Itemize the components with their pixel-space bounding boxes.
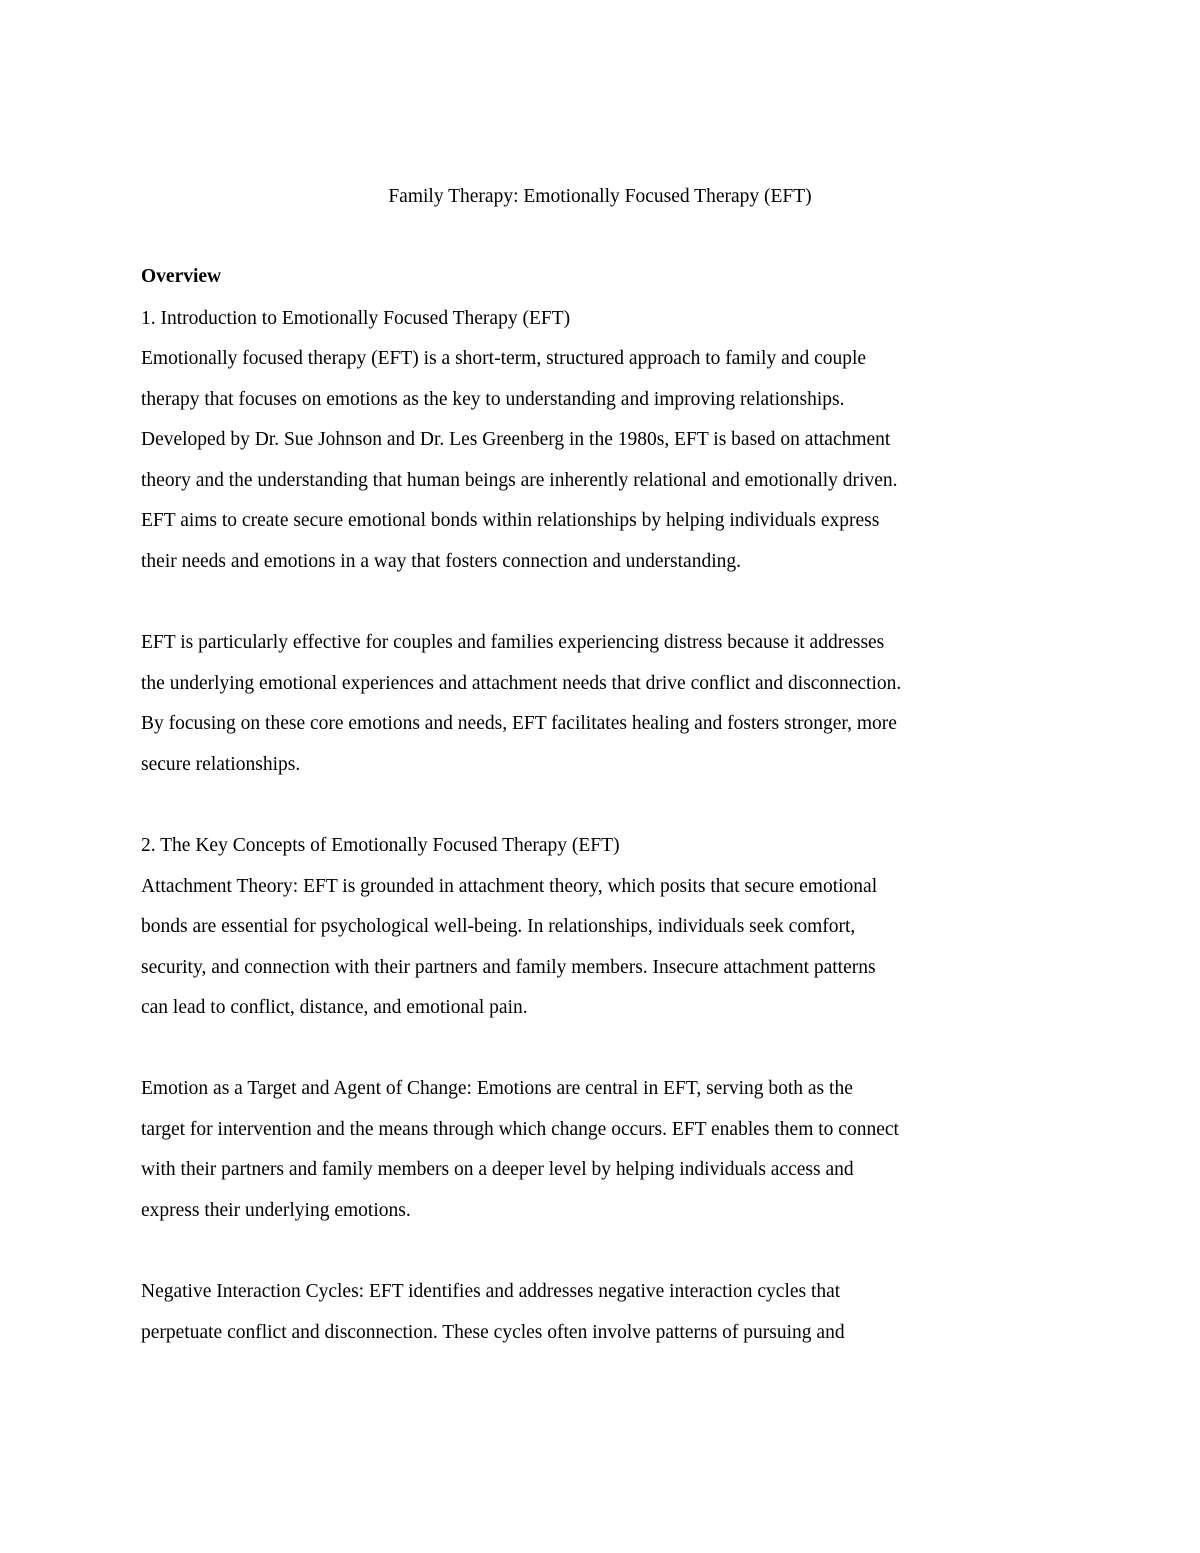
- document-title: Family Therapy: Emotionally Focused Therapy (EFT): [388, 186, 812, 207]
- overview-heading: Overview: [141, 266, 222, 287]
- paragraph-line: EFT aims to create secure emotional bonds within relationships by helping individuals express: [141, 510, 880, 531]
- paragraph-line: EFT is particularly effective for couples and families experiencing distress because it addresses: [141, 632, 885, 653]
- paragraph-line: Emotion as a Target and Agent of Change: Emotions are central in EFT, serving both as the: [141, 1078, 853, 1099]
- paragraph-line: perpetuate conflict and disconnection. These cycles often involve patterns of pursuing and: [141, 1322, 845, 1343]
- paragraph-line: Developed by Dr. Sue Johnson and Dr. Les Greenberg in the 1980s, EFT is based on attachment: [141, 429, 891, 450]
- paragraph-line: bonds are essential for psychological well-being. In relationships, individuals seek comfort,: [141, 916, 856, 937]
- paragraph-line: Negative Interaction Cycles: EFT identifies and addresses negative interaction cycles that: [141, 1281, 841, 1302]
- paragraph-line: target for intervention and the means through which change occurs. EFT enables them to connect: [141, 1119, 899, 1140]
- paragraph-line: Emotionally focused therapy (EFT) is a short-term, structured approach to family and couple: [141, 348, 867, 369]
- section-1-heading: 1. Introduction to Emotionally Focused Therapy (EFT): [141, 308, 571, 329]
- paragraph-line: express their underlying emotions.: [141, 1200, 411, 1221]
- paragraph-line: can lead to conflict, distance, and emotional pain.: [141, 997, 528, 1018]
- section-2-heading: 2. The Key Concepts of Emotionally Focused Therapy (EFT): [141, 835, 620, 856]
- paragraph-line: the underlying emotional experiences and attachment needs that drive conflict and disconnection.: [141, 673, 902, 694]
- paragraph-line: Attachment Theory: EFT is grounded in attachment theory, which posits that secure emotional: [141, 876, 878, 897]
- paragraph-line: security, and connection with their partners and family members. Insecure attachment patterns: [141, 957, 876, 978]
- paragraph-line: theory and the understanding that human beings are inherently relational and emotionally driven.: [141, 470, 898, 491]
- paragraph-line: secure relationships.: [141, 754, 301, 775]
- paragraph-line: By focusing on these core emotions and needs, EFT facilitates healing and fosters stronger, more: [141, 713, 897, 734]
- paragraph-line: with their partners and family members on a deeper level by helping individuals access and: [141, 1159, 854, 1180]
- paragraph-line: therapy that focuses on emotions as the key to understanding and improving relationships.: [141, 389, 845, 410]
- paragraph-line: their needs and emotions in a way that fosters connection and understanding.: [141, 551, 742, 572]
